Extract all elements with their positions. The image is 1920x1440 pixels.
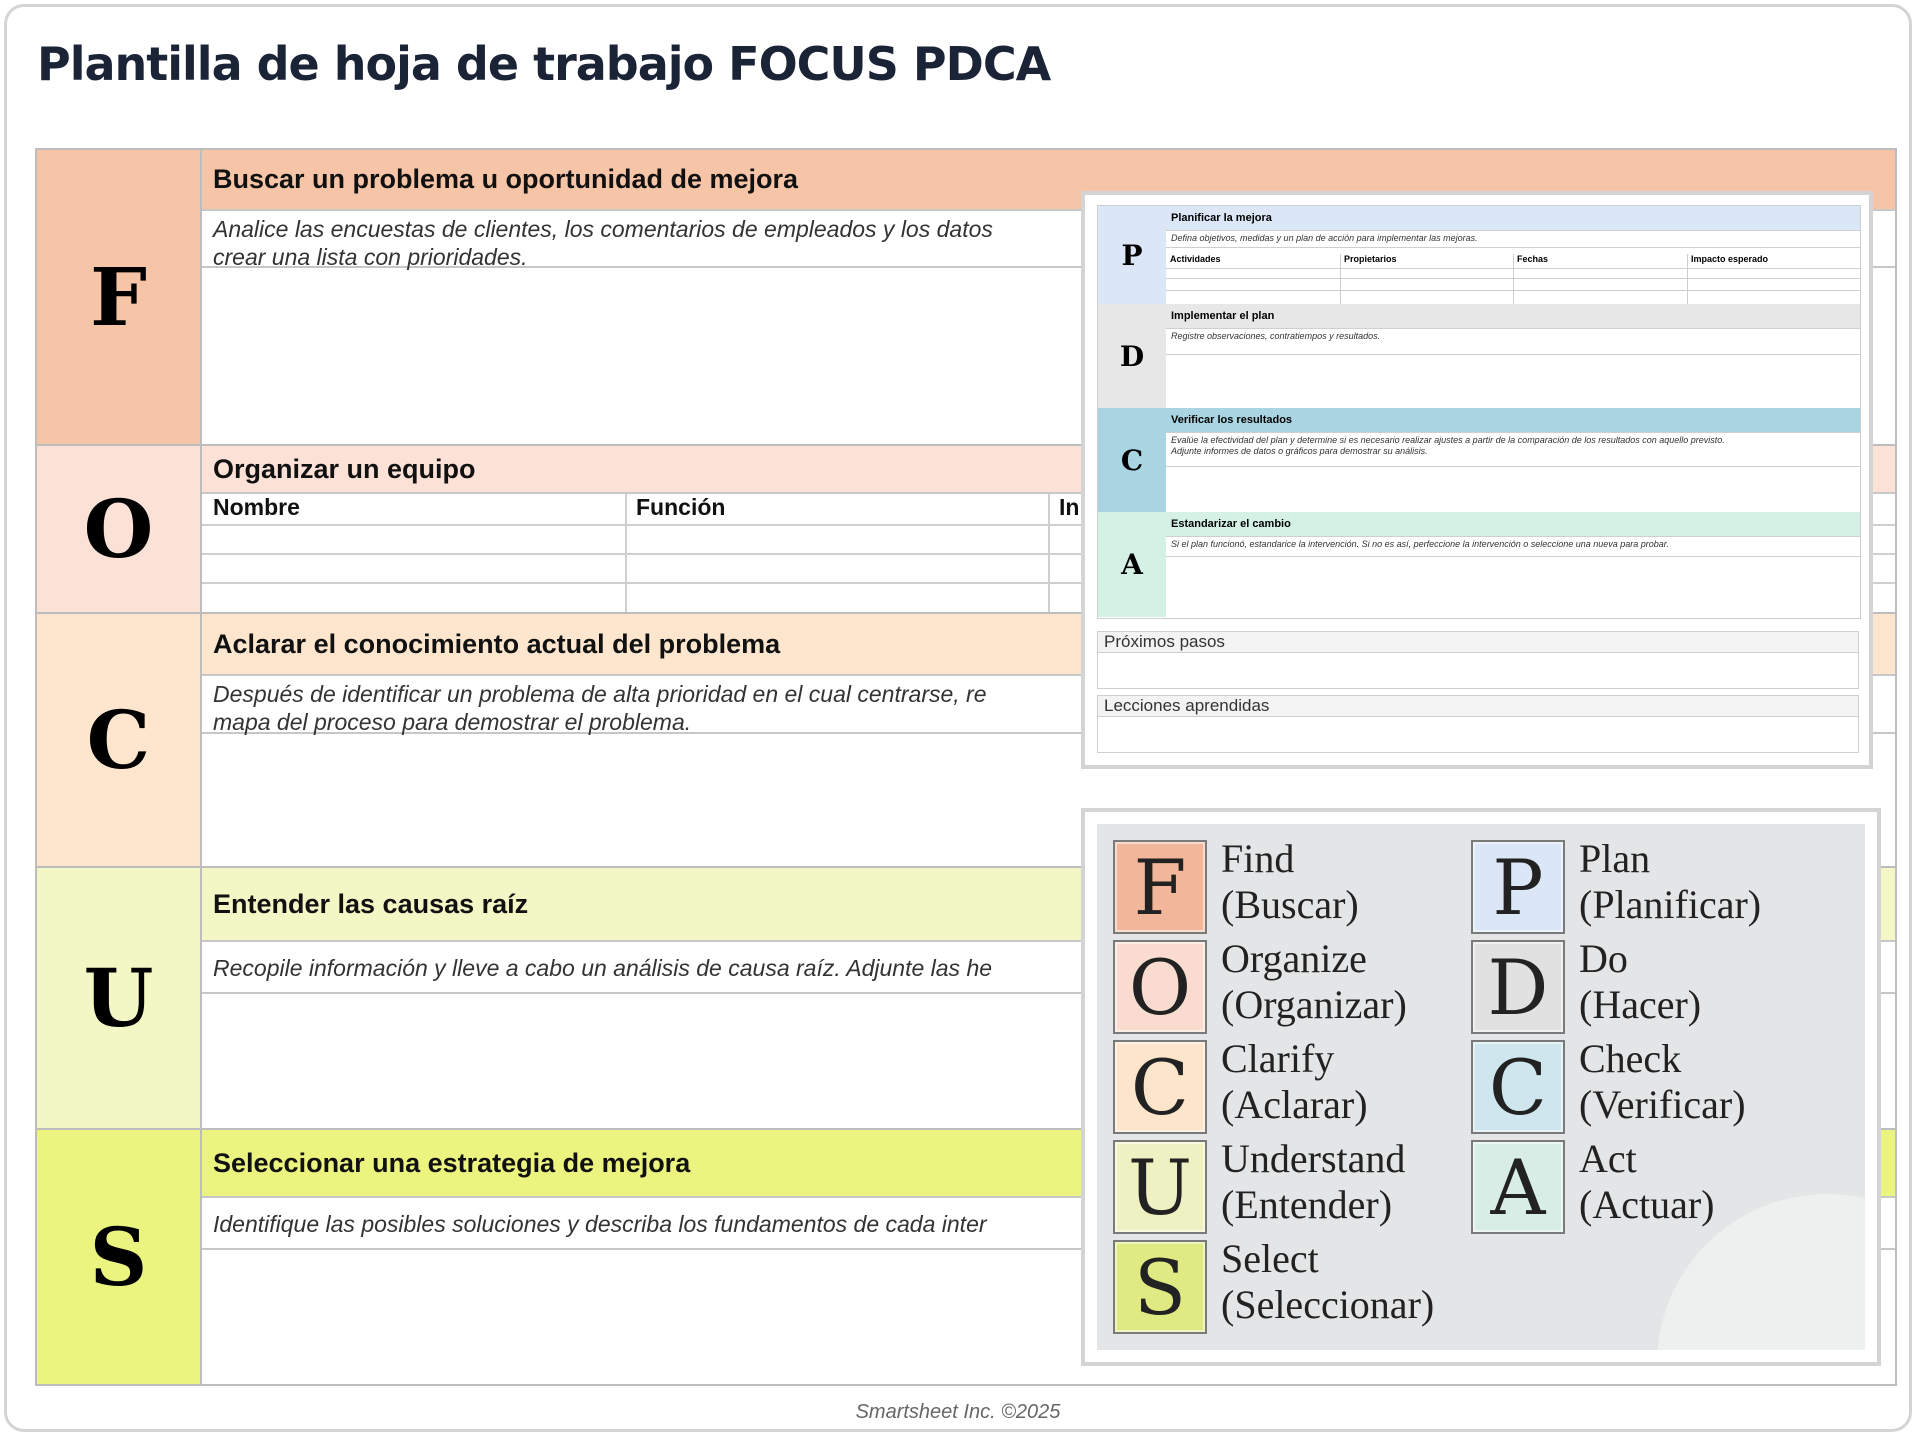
pdca-letter-a: A [1098,512,1166,617]
heading-s: Seleccionar una estrategia de mejora [202,1130,1895,1198]
team-col-3: In [1059,494,1080,520]
page-title: Plantilla de hoja de trabajo FOCUS PDCA [37,37,1051,91]
pdca-heading-d: Implementar el plan [1166,304,1860,329]
focus-pdca-legend [1081,808,1881,1366]
legend-label-english: Select [1221,1236,1319,1281]
legend-label-english: Do [1579,936,1628,981]
legend-label [1221,1236,1434,1328]
lessons-label: Lecciones aprendidas [1098,696,1858,717]
page-frame [4,4,1912,1432]
legend-label-spanish: (Verificar) [1579,1082,1746,1127]
legend-label [1579,936,1701,1028]
plan-col-impact: Impacto esperado [1691,254,1769,264]
pdca-row-d [1098,304,1860,409]
pdca-row-a [1098,512,1860,617]
heading-c: Aclarar el conocimiento actual del problema [202,614,1895,676]
legend-label-spanish: (Entender) [1221,1182,1393,1227]
desc-s-line1: Identifique las posibles soluciones y describa los fundamentos de cada inter [213,1211,987,1237]
pdca-heading-a: Estandarizar el cambio [1166,512,1860,537]
legend-label-spanish: (Aclarar) [1221,1082,1368,1127]
legend-label [1579,1036,1746,1128]
legend-label-spanish: (Buscar) [1221,882,1359,927]
legend-label-spanish: (Planificar) [1579,882,1762,927]
legend-letter-tile: C [1471,1040,1565,1134]
team-vline [625,494,627,612]
plan-vline [1687,254,1688,304]
desc-f-line2: crear una lista con prioridades. [213,244,528,270]
letter-f: F [37,150,202,444]
next-steps-label: Próximos pasos [1098,632,1858,653]
team-vline [1048,494,1050,612]
pdca-letter-d: D [1098,304,1166,408]
plan-col-activities: Actividades [1170,254,1221,264]
legend-label-spanish: (Organizar) [1221,982,1407,1027]
team-col-name: Nombre [213,494,300,520]
pdca-desc-c [1166,432,1860,467]
heading-f: Buscar un problema u oportunidad de mejora [202,150,1895,211]
next-steps-box [1097,631,1859,689]
legend-letter-tile: O [1113,940,1207,1034]
pdca-preview [1081,191,1873,769]
legend-label-english: Clarify [1221,1036,1335,1081]
desc-f-line1: Analice las encuestas de clientes, los comentarios de empleados y los datos [213,216,993,242]
letter-u: U [37,868,202,1128]
legend-label [1579,1136,1714,1228]
legend-label-english: Act [1579,1136,1637,1181]
pdca-letter-c: C [1098,408,1166,512]
legend-label-spanish: (Hacer) [1579,982,1702,1027]
plan-vline [1513,254,1514,304]
legend-letter-tile: F [1113,840,1207,934]
heading-o: Organizar un equipo [202,446,1895,494]
legend-letter-tile: P [1471,840,1565,934]
team-col-role: Función [636,494,726,520]
pdca-desc-c-line1: Evalúe la efectividad del plan y determine si es necesario realizar ajustes a partir de la comparación de los resultados con aquello previsto. [1171,435,1725,445]
legend-letter-tile: C [1113,1040,1207,1134]
plan-col-dates: Fechas [1517,254,1549,264]
desc-c-line2: mapa del proceso para demostrar el problema. [213,709,692,735]
legend-label [1221,936,1407,1028]
legend-label-english: Organize [1221,936,1367,981]
legend-background [1097,824,1865,1350]
letter-o: O [37,446,202,612]
pdca-row-p [1098,206,1860,305]
pdca-heading-c: Verificar los resultados [1166,408,1860,433]
plan-vline [1340,254,1341,304]
pdca-row-c [1098,408,1860,513]
legend-label [1579,836,1761,928]
lessons-box [1097,695,1859,753]
pdca-letter-p: P [1098,206,1166,304]
pdca-desc-p: Defina objetivos, medidas y un plan de acción para implementar las mejoras. [1166,230,1860,248]
legend-label-english: Check [1579,1036,1682,1081]
pdca-desc-c-line2: Adjunte informes de datos o gráficos para demostrar su análisis. [1171,446,1428,456]
legend-label [1221,836,1359,928]
legend-letter-tile: D [1471,940,1565,1034]
desc-u-line1: Recopile información y lleve a cabo un análisis de causa raíz. Adjunte las he [213,955,993,981]
legend-letter-tile: U [1113,1140,1207,1234]
pdca-table [1097,205,1861,619]
heading-u: Entender las causas raíz [202,868,1895,942]
legend-label-english: Plan [1579,836,1651,881]
legend-label [1221,1036,1368,1128]
legend-label [1221,1136,1405,1228]
legend-label-spanish: (Actuar) [1579,1182,1715,1227]
pdca-desc-a: Si el plan funcionó, estandarice la intervención. Si no es así, perfeccione la intervención o seleccione una nueva para probar. [1166,536,1860,557]
plan-col-owners: Propietarios [1344,254,1397,264]
legend-letter-tile: A [1471,1140,1565,1234]
legend-label-spanish: (Seleccionar) [1221,1282,1435,1327]
legend-label-english: Understand [1221,1136,1406,1181]
footer-copyright: Smartsheet Inc. ©2025 [855,1401,1061,1423]
pdca-heading-p: Planificar la mejora [1166,206,1860,231]
legend-letter-tile: S [1113,1240,1207,1334]
letter-s: S [37,1130,202,1384]
desc-c-line1: Después de identificar un problema de alta prioridad en el cual centrarse, re [213,681,987,707]
letter-c: C [37,614,202,866]
pdca-desc-d: Registre observaciones, contratiempos y resultados. [1166,328,1860,355]
legend-label-english: Find [1221,836,1295,881]
